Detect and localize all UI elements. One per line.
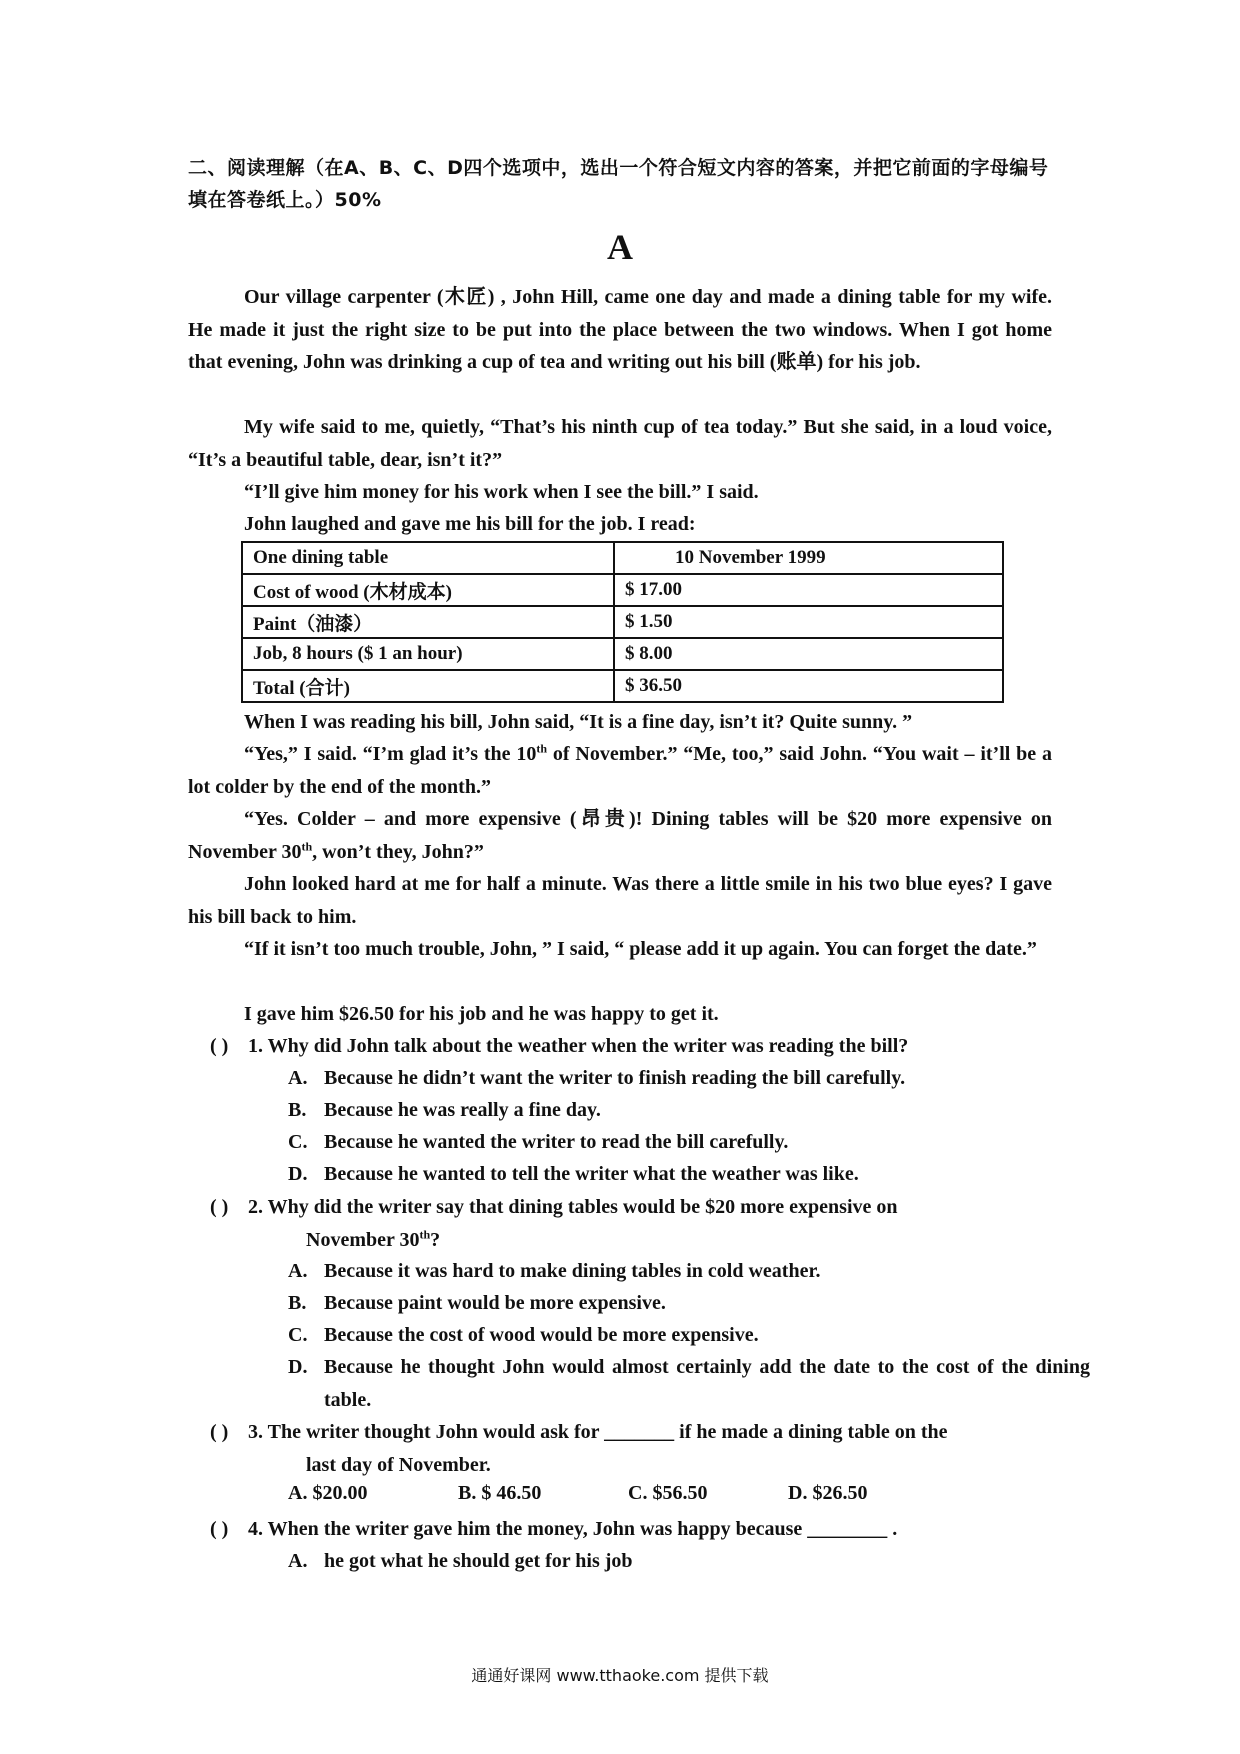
bill-value: $ 8.00 xyxy=(614,638,1003,670)
bill-table xyxy=(241,541,1004,703)
bill-item: Cost of wood (木材成本) xyxy=(242,574,614,606)
bill-row xyxy=(242,670,1003,702)
option-2b: B. Because paint would be more expensive. xyxy=(288,1292,666,1314)
paragraph-8: John looked hard at me for half a minute. Was there a little smile in his two blue eyes? I gave his bill back to him. xyxy=(188,873,1052,928)
question-text: 3. The writer thought John would ask for _______ if he made a dining table on the last day of November. xyxy=(248,1421,948,1476)
paragraph-7: “Yes. Colder – and more expensive (昂贵)! Dining tables will be $20 more expensive on November 30th, won’t they, John?” xyxy=(188,808,1052,863)
option-1d: D. Because he wanted to tell the writer what the weather was like. xyxy=(288,1163,859,1185)
answer-blank[interactable]: ( ) xyxy=(210,1518,229,1540)
question-text: 4. When the writer gave him the money, John was happy because ________ . xyxy=(248,1518,898,1540)
option-1a: A. Because he didn’t want the writer to finish reading the bill carefully. xyxy=(288,1067,906,1089)
paragraph-9: “If it isn’t too much trouble, John, ” I said, “ please add it up again. You can forget the date.” xyxy=(244,938,1037,960)
paragraph-3: “I’ll give him money for his work when I see the bill.” I said. xyxy=(244,481,759,503)
footer-credit: 通通好课网 www.tthaoke.com 提供下载 xyxy=(471,1666,769,1685)
answer-blank[interactable]: ( ) xyxy=(210,1035,229,1057)
option-3c: C. $56.50 xyxy=(628,1482,708,1504)
option-2a: A. Because it was hard to make dining tables in cold weather. xyxy=(288,1260,821,1282)
bill-value: $ 36.50 xyxy=(614,670,1003,702)
paragraph-10: I gave him $26.50 for his job and he was happy to get it. xyxy=(244,1003,719,1025)
option-2c: C. Because the cost of wood would be more expensive. xyxy=(288,1324,759,1346)
option-3a: A. $20.00 xyxy=(288,1482,368,1504)
paragraph-4: John laughed and gave me his bill for the job. I read: xyxy=(244,513,696,535)
bill-item: Total (合计) xyxy=(242,670,614,702)
option-1c: C. Because he wanted the writer to read the bill carefully. xyxy=(288,1131,789,1153)
bill-item: One dining table xyxy=(242,542,614,574)
answer-blank[interactable]: ( ) xyxy=(210,1196,229,1218)
bill-item: Job, 8 hours ($ 1 an hour) xyxy=(242,638,614,670)
bill-value: 10 November 1999 xyxy=(614,542,1003,574)
paragraph-2: My wife said to me, quietly, “That’s his ninth cup of tea today.” But she said, in a loud voice, “It’s a beautiful table, dear, isn’t it?” xyxy=(188,416,1052,471)
bill-row xyxy=(242,606,1003,638)
paragraph-5: When I was reading his bill, John said, “It is a fine day, isn’t it? Quite sunny. ” xyxy=(244,711,913,733)
passage-title: A xyxy=(607,227,633,267)
option-3b: B. $ 46.50 xyxy=(458,1482,542,1504)
answer-blank[interactable]: ( ) xyxy=(210,1421,229,1443)
bill-value: $ 1.50 xyxy=(614,606,1003,638)
bill-row xyxy=(242,574,1003,606)
bill-item: Paint（油漆） xyxy=(242,606,614,638)
option-4a: A. he got what he should get for his job xyxy=(288,1550,633,1572)
section-header: 二、阅读理解（在A、B、C、D四个选项中，选出一个符合短文内容的答案，并把它前面的字母编号填在答卷纸上。）50% xyxy=(188,157,1049,211)
bill-value: $ 17.00 xyxy=(614,574,1003,606)
option-1b: B. Because he was really a fine day. xyxy=(288,1099,601,1121)
paragraph-1: Our village carpenter (木匠) , John Hill, came one day and made a dining table for my wife. He made it just the right size to be put into the place between the two windows. When I got home that evening, John was drinking a cup of tea and writing out his bill (账单) for his job. xyxy=(188,286,1052,373)
option-3d: D. $26.50 xyxy=(788,1482,868,1504)
question-text: 1. Why did John talk about the weather when the writer was reading the bill? xyxy=(248,1035,909,1057)
bill-row xyxy=(242,542,1003,574)
option-2d: D. Because he thought John would almost certainly add the date to the cost of the dining table. xyxy=(288,1356,1090,1411)
question-text: 2. Why did the writer say that dining tables would be $20 more expensive on November 30th? xyxy=(248,1196,898,1251)
paragraph-6: “Yes,” I said. “I’m glad it’s the 10th of November.” “Me, too,” said John. “You wait – it’ll be a lot colder by the end of the month.” xyxy=(188,741,1052,798)
bill-row xyxy=(242,638,1003,670)
